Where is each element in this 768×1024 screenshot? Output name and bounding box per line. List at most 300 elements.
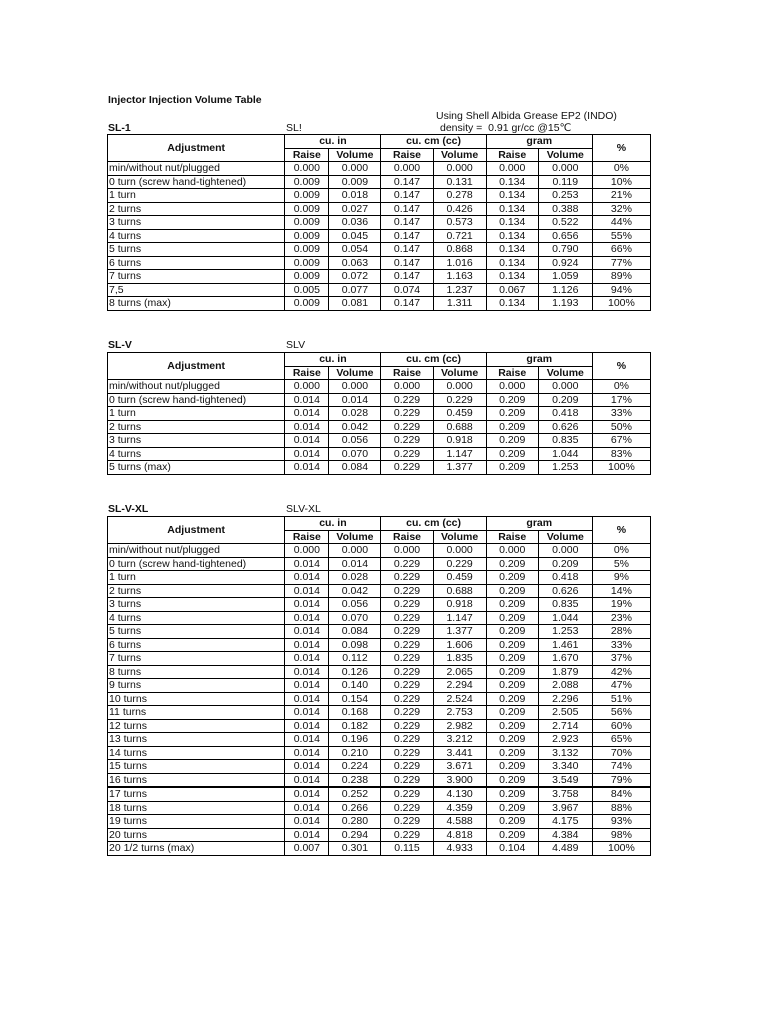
cell-cc-raise: 0.229 <box>381 584 433 598</box>
header-volume: Volume <box>433 366 486 380</box>
cell-percent: 33% <box>592 407 650 421</box>
cell-cc-volume: 0.229 <box>433 557 486 571</box>
table-row <box>108 611 651 625</box>
cell-cc-volume: 0.688 <box>433 584 486 598</box>
cell-cc-raise: 0.229 <box>381 611 433 625</box>
cell-cc-raise: 0.229 <box>381 393 433 407</box>
table-row <box>108 407 651 421</box>
header-volume: Volume <box>538 366 592 380</box>
table-row <box>108 842 651 856</box>
cell-gram-volume: 0.000 <box>538 544 592 558</box>
cell-cc-raise: 0.229 <box>381 760 433 774</box>
cell-adjustment: 17 turns <box>108 787 285 801</box>
cell-gram-volume: 0.209 <box>538 557 592 571</box>
cell-adjustment: 7,5 <box>108 283 285 297</box>
cell-cc-raise: 0.229 <box>381 801 433 815</box>
cell-percent: 94% <box>592 283 650 297</box>
header-row-groups <box>108 353 651 367</box>
cell-cu-in-raise: 0.014 <box>285 461 329 475</box>
cell-adjustment: 7 turns <box>108 270 285 284</box>
cell-gram-volume: 3.340 <box>538 760 592 774</box>
cell-gram-raise: 0.209 <box>486 420 538 434</box>
cell-cc-volume: 4.130 <box>433 787 486 801</box>
cell-gram-raise: 0.134 <box>486 297 538 311</box>
cell-cc-volume: 0.868 <box>433 243 486 257</box>
cell-cu-in-volume: 0.042 <box>329 420 381 434</box>
cell-adjustment: min/without nut/plugged <box>108 544 285 558</box>
cell-cc-raise: 0.229 <box>381 638 433 652</box>
cell-cu-in-raise: 0.014 <box>285 760 329 774</box>
cell-adjustment: 1 turn <box>108 571 285 585</box>
cell-gram-volume: 2.714 <box>538 719 592 733</box>
cell-gram-volume: 0.626 <box>538 420 592 434</box>
cell-cu-in-raise: 0.009 <box>285 175 329 189</box>
header-cu-in: cu. in <box>285 517 381 531</box>
cell-adjustment: 3 turns <box>108 216 285 230</box>
cell-cc-volume: 0.573 <box>433 216 486 230</box>
cell-gram-raise: 0.209 <box>486 625 538 639</box>
cell-gram-volume: 0.209 <box>538 393 592 407</box>
cell-gram-raise: 0.209 <box>486 665 538 679</box>
cell-cc-volume: 0.721 <box>433 229 486 243</box>
cell-cu-in-volume: 0.009 <box>329 175 381 189</box>
cell-percent: 32% <box>592 202 650 216</box>
cell-cu-in-raise: 0.014 <box>285 706 329 720</box>
table-row <box>108 175 651 189</box>
cell-cc-raise: 0.000 <box>381 544 433 558</box>
table-row <box>108 420 651 434</box>
cell-adjustment: 1 turn <box>108 407 285 421</box>
cell-cu-in-raise: 0.014 <box>285 719 329 733</box>
cell-cc-raise: 0.229 <box>381 706 433 720</box>
cell-cu-in-raise: 0.000 <box>285 162 329 176</box>
cell-cu-in-volume: 0.224 <box>329 760 381 774</box>
cell-cu-in-volume: 0.154 <box>329 692 381 706</box>
table-row <box>108 162 651 176</box>
cell-cu-in-raise: 0.014 <box>285 828 329 842</box>
cell-cu-in-volume: 0.077 <box>329 283 381 297</box>
cell-cu-in-raise: 0.014 <box>285 733 329 747</box>
cell-adjustment: 10 turns <box>108 692 285 706</box>
table-row <box>108 243 651 257</box>
table-row <box>108 544 651 558</box>
cell-cu-in-raise: 0.014 <box>285 638 329 652</box>
header-percent: % <box>592 135 650 162</box>
table-row <box>108 665 651 679</box>
table-row <box>108 652 651 666</box>
cell-cc-raise: 0.147 <box>381 229 433 243</box>
density-label: density = <box>440 122 483 134</box>
cell-cu-in-raise: 0.014 <box>285 447 329 461</box>
header-gram: gram <box>486 353 592 367</box>
header-volume: Volume <box>433 148 486 162</box>
table-row <box>108 815 651 829</box>
cell-cu-in-raise: 0.014 <box>285 773 329 787</box>
cell-gram-raise: 0.134 <box>486 270 538 284</box>
cell-cu-in-volume: 0.000 <box>329 544 381 558</box>
cell-percent: 28% <box>592 625 650 639</box>
cell-gram-volume: 0.626 <box>538 584 592 598</box>
cell-cu-in-volume: 0.028 <box>329 571 381 585</box>
cell-adjustment: 8 turns <box>108 665 285 679</box>
header-gram: gram <box>486 517 592 531</box>
table-row <box>108 598 651 612</box>
table-row <box>108 828 651 842</box>
cell-gram-raise: 0.134 <box>486 243 538 257</box>
cell-gram-volume: 0.522 <box>538 216 592 230</box>
cell-adjustment: 6 turns <box>108 256 285 270</box>
cell-gram-raise: 0.209 <box>486 706 538 720</box>
section-label-slvxl: SL-V-XL <box>108 503 149 515</box>
cell-cc-raise: 0.147 <box>381 189 433 203</box>
cell-gram-volume: 2.088 <box>538 679 592 693</box>
cell-cu-in-volume: 0.072 <box>329 270 381 284</box>
header-cu-cm: cu. cm (cc) <box>381 135 486 149</box>
cell-cc-volume: 1.163 <box>433 270 486 284</box>
cell-cu-in-volume: 0.042 <box>329 584 381 598</box>
cell-adjustment: 16 turns <box>108 773 285 787</box>
table-row <box>108 270 651 284</box>
cell-cc-raise: 0.229 <box>381 719 433 733</box>
cell-cu-in-raise: 0.014 <box>285 584 329 598</box>
cell-cu-in-raise: 0.009 <box>285 243 329 257</box>
cell-cu-in-volume: 0.084 <box>329 461 381 475</box>
cell-cu-in-raise: 0.014 <box>285 692 329 706</box>
cell-cu-in-volume: 0.014 <box>329 557 381 571</box>
header-adjustment: Adjustment <box>108 353 285 380</box>
cell-cu-in-raise: 0.014 <box>285 625 329 639</box>
cell-percent: 51% <box>592 692 650 706</box>
cell-percent: 0% <box>592 380 650 394</box>
cell-percent: 21% <box>592 189 650 203</box>
cell-cc-raise: 0.115 <box>381 842 433 856</box>
document-title: Injector Injection Volume Table <box>108 94 262 106</box>
cell-adjustment: 2 turns <box>108 202 285 216</box>
cell-gram-raise: 0.104 <box>486 842 538 856</box>
cell-cu-in-volume: 0.036 <box>329 216 381 230</box>
cell-cc-raise: 0.229 <box>381 557 433 571</box>
table-row <box>108 746 651 760</box>
cell-cc-volume: 0.000 <box>433 162 486 176</box>
cell-gram-volume: 1.044 <box>538 611 592 625</box>
cell-percent: 47% <box>592 679 650 693</box>
cell-adjustment: 13 turns <box>108 733 285 747</box>
cell-cc-volume: 4.818 <box>433 828 486 842</box>
cell-cc-volume: 1.147 <box>433 611 486 625</box>
cell-percent: 33% <box>592 638 650 652</box>
cell-cu-in-raise: 0.009 <box>285 229 329 243</box>
cell-cu-in-raise: 0.014 <box>285 598 329 612</box>
header-volume: Volume <box>329 148 381 162</box>
cell-cu-in-raise: 0.014 <box>285 815 329 829</box>
cell-adjustment: min/without nut/plugged <box>108 162 285 176</box>
cell-cu-in-volume: 0.014 <box>329 393 381 407</box>
cell-gram-volume: 3.967 <box>538 801 592 815</box>
cell-gram-raise: 0.134 <box>486 202 538 216</box>
cell-adjustment: 5 turns <box>108 625 285 639</box>
cell-cc-raise: 0.229 <box>381 773 433 787</box>
cell-cu-in-raise: 0.014 <box>285 407 329 421</box>
cell-adjustment: 8 turns (max) <box>108 297 285 311</box>
cell-gram-raise: 0.209 <box>486 733 538 747</box>
cell-percent: 100% <box>592 461 650 475</box>
cell-gram-raise: 0.209 <box>486 692 538 706</box>
volume-table-slv <box>107 352 651 475</box>
cell-adjustment: 7 turns <box>108 652 285 666</box>
cell-gram-volume: 2.923 <box>538 733 592 747</box>
cell-cc-raise: 0.229 <box>381 665 433 679</box>
cell-gram-volume: 0.790 <box>538 243 592 257</box>
cell-cc-raise: 0.229 <box>381 625 433 639</box>
cell-percent: 93% <box>592 815 650 829</box>
table-row <box>108 380 651 394</box>
cell-adjustment: 0 turn (screw hand-tightened) <box>108 393 285 407</box>
cell-cu-in-volume: 0.098 <box>329 638 381 652</box>
cell-cc-raise: 0.147 <box>381 202 433 216</box>
cell-cc-volume: 0.459 <box>433 407 486 421</box>
cell-percent: 17% <box>592 393 650 407</box>
cell-percent: 74% <box>592 760 650 774</box>
cell-gram-volume: 3.758 <box>538 787 592 801</box>
cell-cu-in-raise: 0.014 <box>285 420 329 434</box>
cell-cc-raise: 0.147 <box>381 243 433 257</box>
cell-cc-raise: 0.229 <box>381 828 433 842</box>
cell-gram-volume: 4.384 <box>538 828 592 842</box>
cell-cu-in-volume: 0.140 <box>329 679 381 693</box>
cell-adjustment: 15 turns <box>108 760 285 774</box>
cell-gram-raise: 0.209 <box>486 611 538 625</box>
table-row <box>108 189 651 203</box>
cell-percent: 56% <box>592 706 650 720</box>
cell-adjustment: 0 turn (screw hand-tightened) <box>108 175 285 189</box>
cell-cc-volume: 3.900 <box>433 773 486 787</box>
table-row <box>108 557 651 571</box>
cell-gram-volume: 3.549 <box>538 773 592 787</box>
header-row-groups <box>108 517 651 531</box>
cell-cc-volume: 3.671 <box>433 760 486 774</box>
cell-gram-raise: 0.209 <box>486 584 538 598</box>
volume-table-slvxl <box>107 516 651 856</box>
header-volume: Volume <box>538 530 592 544</box>
header-row-groups <box>108 135 651 149</box>
cell-cu-in-raise: 0.014 <box>285 571 329 585</box>
cell-cu-in-volume: 0.028 <box>329 407 381 421</box>
cell-adjustment: 4 turns <box>108 447 285 461</box>
cell-cu-in-raise: 0.009 <box>285 202 329 216</box>
cell-cc-raise: 0.229 <box>381 679 433 693</box>
cell-cc-raise: 0.000 <box>381 162 433 176</box>
cell-cc-volume: 0.000 <box>433 380 486 394</box>
table-row <box>108 216 651 230</box>
cell-cc-raise: 0.229 <box>381 461 433 475</box>
cell-adjustment: 20 1/2 turns (max) <box>108 842 285 856</box>
cell-percent: 50% <box>592 420 650 434</box>
header-raise: Raise <box>486 148 538 162</box>
cell-gram-volume: 1.253 <box>538 625 592 639</box>
cell-cc-raise: 0.074 <box>381 283 433 297</box>
cell-adjustment: 3 turns <box>108 434 285 448</box>
cell-gram-volume: 1.126 <box>538 283 592 297</box>
cell-percent: 88% <box>592 801 650 815</box>
cell-cc-volume: 1.606 <box>433 638 486 652</box>
cell-cc-volume: 2.524 <box>433 692 486 706</box>
cell-gram-volume: 1.044 <box>538 447 592 461</box>
cell-cu-in-volume: 0.084 <box>329 625 381 639</box>
cell-cc-volume: 0.918 <box>433 434 486 448</box>
cell-cu-in-raise: 0.007 <box>285 842 329 856</box>
cell-cu-in-volume: 0.056 <box>329 598 381 612</box>
cell-cc-volume: 0.278 <box>433 189 486 203</box>
cell-gram-volume: 4.175 <box>538 815 592 829</box>
cell-cc-raise: 0.229 <box>381 598 433 612</box>
grease-note: Using Shell Albida Grease EP2 (INDO) <box>436 110 617 122</box>
cell-gram-volume: 1.059 <box>538 270 592 284</box>
cell-percent: 67% <box>592 434 650 448</box>
cell-percent: 37% <box>592 652 650 666</box>
header-cu-cm: cu. cm (cc) <box>381 353 486 367</box>
table-row <box>108 801 651 815</box>
cell-cc-volume: 0.918 <box>433 598 486 612</box>
cell-gram-volume: 4.489 <box>538 842 592 856</box>
cell-cu-in-volume: 0.168 <box>329 706 381 720</box>
cell-percent: 9% <box>592 571 650 585</box>
cell-percent: 77% <box>592 256 650 270</box>
table-row <box>108 760 651 774</box>
cell-gram-volume: 2.505 <box>538 706 592 720</box>
cell-adjustment: 9 turns <box>108 679 285 693</box>
cell-cc-volume: 4.359 <box>433 801 486 815</box>
cell-cc-raise: 0.229 <box>381 447 433 461</box>
table-row <box>108 229 651 243</box>
cell-adjustment: 14 turns <box>108 746 285 760</box>
table-row <box>108 692 651 706</box>
cell-adjustment: 12 turns <box>108 719 285 733</box>
cell-cc-volume: 0.000 <box>433 544 486 558</box>
cell-adjustment: 2 turns <box>108 420 285 434</box>
cell-cc-raise: 0.229 <box>381 571 433 585</box>
cell-cu-in-volume: 0.018 <box>329 189 381 203</box>
cell-cu-in-volume: 0.056 <box>329 434 381 448</box>
cell-cc-volume: 2.982 <box>433 719 486 733</box>
cell-adjustment: 0 turn (screw hand-tightened) <box>108 557 285 571</box>
cell-cu-in-volume: 0.238 <box>329 773 381 787</box>
cell-cu-in-volume: 0.196 <box>329 733 381 747</box>
cell-cc-raise: 0.147 <box>381 256 433 270</box>
cell-gram-raise: 0.209 <box>486 407 538 421</box>
table-row <box>108 625 651 639</box>
table-row <box>108 706 651 720</box>
header-adjustment: Adjustment <box>108 135 285 162</box>
cell-percent: 60% <box>592 719 650 733</box>
section-label-sl1: SL-1 <box>108 122 131 134</box>
cell-gram-raise: 0.209 <box>486 787 538 801</box>
table-row <box>108 393 651 407</box>
cell-gram-volume: 0.835 <box>538 434 592 448</box>
cell-cu-in-volume: 0.126 <box>329 665 381 679</box>
cell-gram-raise: 0.134 <box>486 256 538 270</box>
cell-cu-in-raise: 0.009 <box>285 256 329 270</box>
cell-cc-raise: 0.147 <box>381 297 433 311</box>
table-row <box>108 679 651 693</box>
cell-cc-raise: 0.229 <box>381 652 433 666</box>
cell-percent: 100% <box>592 842 650 856</box>
cell-cc-volume: 3.441 <box>433 746 486 760</box>
cell-cu-in-volume: 0.112 <box>329 652 381 666</box>
density-value: 0.91 gr/cc @15℃ <box>488 122 572 134</box>
cell-percent: 42% <box>592 665 650 679</box>
cell-gram-raise: 0.134 <box>486 175 538 189</box>
cell-cu-in-volume: 0.027 <box>329 202 381 216</box>
cell-gram-raise: 0.209 <box>486 760 538 774</box>
cell-cc-volume: 0.688 <box>433 420 486 434</box>
header-percent: % <box>592 353 650 380</box>
cell-gram-volume: 0.253 <box>538 189 592 203</box>
cell-gram-volume: 0.418 <box>538 407 592 421</box>
cell-adjustment: 6 turns <box>108 638 285 652</box>
cell-gram-raise: 0.209 <box>486 652 538 666</box>
cell-cu-in-volume: 0.301 <box>329 842 381 856</box>
table-row <box>108 571 651 585</box>
cell-gram-raise: 0.209 <box>486 638 538 652</box>
cell-gram-raise: 0.134 <box>486 229 538 243</box>
table-row <box>108 787 651 801</box>
cell-adjustment: 5 turns (max) <box>108 461 285 475</box>
cell-percent: 89% <box>592 270 650 284</box>
header-raise: Raise <box>285 148 329 162</box>
cell-cu-in-volume: 0.182 <box>329 719 381 733</box>
cell-cc-raise: 0.229 <box>381 733 433 747</box>
cell-cc-volume: 0.229 <box>433 393 486 407</box>
section-sub-sl1: SL! <box>286 122 302 134</box>
cell-cu-in-volume: 0.266 <box>329 801 381 815</box>
cell-gram-raise: 0.209 <box>486 773 538 787</box>
table-row <box>108 297 651 311</box>
header-cu-in: cu. in <box>285 135 381 149</box>
cell-gram-volume: 0.656 <box>538 229 592 243</box>
header-raise: Raise <box>381 148 433 162</box>
cell-percent: 83% <box>592 447 650 461</box>
cell-gram-raise: 0.209 <box>486 719 538 733</box>
cell-gram-raise: 0.209 <box>486 557 538 571</box>
header-raise: Raise <box>285 366 329 380</box>
density-note <box>440 122 571 134</box>
header-gram: gram <box>486 135 592 149</box>
cell-gram-volume: 0.000 <box>538 162 592 176</box>
header-percent: % <box>592 517 650 544</box>
cell-gram-raise: 0.134 <box>486 216 538 230</box>
cell-gram-raise: 0.134 <box>486 189 538 203</box>
table-row <box>108 719 651 733</box>
cell-adjustment: min/without nut/plugged <box>108 380 285 394</box>
header-raise: Raise <box>486 530 538 544</box>
cell-cc-raise: 0.147 <box>381 270 433 284</box>
cell-percent: 79% <box>592 773 650 787</box>
cell-cu-in-volume: 0.280 <box>329 815 381 829</box>
cell-gram-volume: 0.418 <box>538 571 592 585</box>
cell-gram-raise: 0.067 <box>486 283 538 297</box>
cell-percent: 55% <box>592 229 650 243</box>
cell-cu-in-volume: 0.045 <box>329 229 381 243</box>
cell-gram-volume: 1.670 <box>538 652 592 666</box>
cell-gram-volume: 3.132 <box>538 746 592 760</box>
cell-cu-in-volume: 0.070 <box>329 611 381 625</box>
cell-gram-volume: 0.119 <box>538 175 592 189</box>
cell-gram-raise: 0.209 <box>486 801 538 815</box>
cell-gram-raise: 0.209 <box>486 447 538 461</box>
cell-percent: 98% <box>592 828 650 842</box>
cell-percent: 66% <box>592 243 650 257</box>
cell-cc-volume: 1.311 <box>433 297 486 311</box>
